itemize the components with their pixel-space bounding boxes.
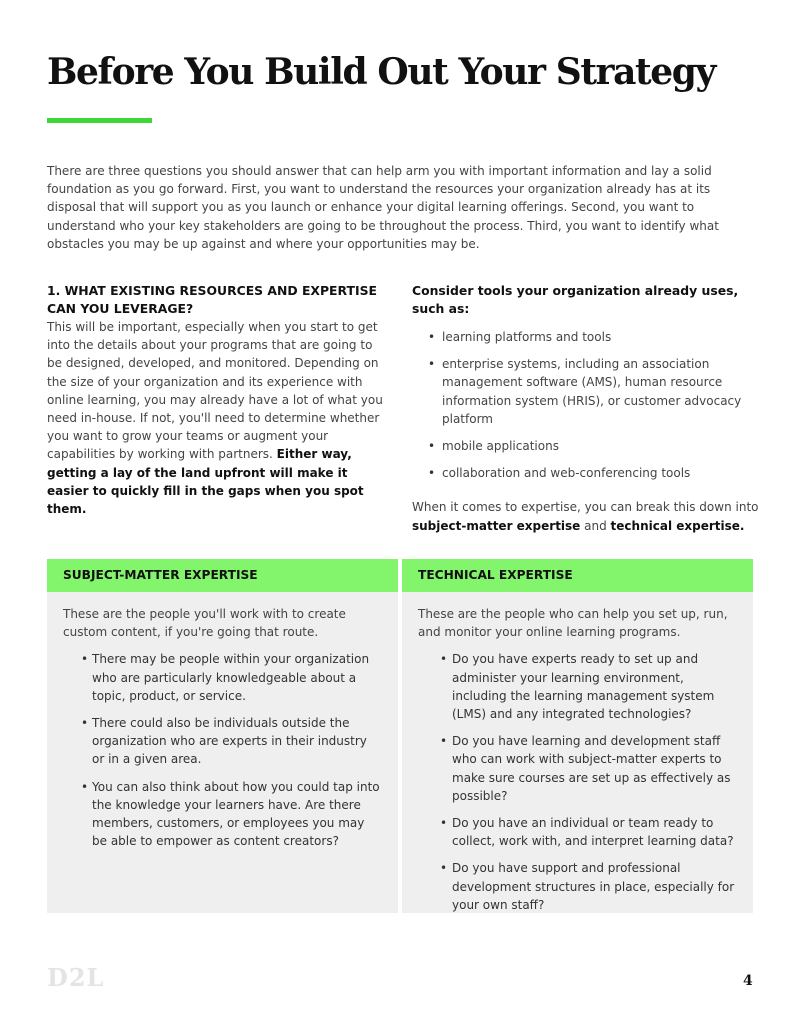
resources-body xyxy=(47,318,387,518)
subject-matter-body xyxy=(47,592,398,850)
list-item: • learning platforms and tools xyxy=(428,328,762,346)
resources-heading: 1. WHAT EXISTING RESOURCES AND EXPERTISE CAN YOU LEVERAGE? xyxy=(47,283,377,316)
list-item: • Do you have an individual or team ready to collect, work with, and interpret learning data? xyxy=(440,814,737,850)
list-item: • Do you have experts ready to set up and administer your learning environment, including the learning management system (LMS) and any integrated technologies? xyxy=(440,650,737,723)
list-item: • enterprise systems, including an association management software (AMS), human resource information system (HRIS), or customer advocacy platform xyxy=(428,355,762,428)
subject-matter-box xyxy=(47,559,398,913)
d2l-logo: D2L xyxy=(47,963,105,992)
tools-heading: Consider tools your organization already uses, such as: xyxy=(412,283,739,316)
list-item: • mobile applications xyxy=(428,437,762,455)
list-item: • Do you have support and professional development structures in place, especially for your own staff? xyxy=(440,859,737,914)
list-item: • There could also be individuals outside the organization who are experts in their industry or in a given area. xyxy=(81,714,382,769)
resources-body-bold: Either way, getting a lay of the land upfront will make it easier to quickly fill in the gaps when you spot them. xyxy=(47,447,364,517)
tools-list xyxy=(428,328,762,482)
list-item: • Do you have learning and development staff who can work with subject-matter experts to make sure courses are set up as effectively as possible? xyxy=(440,732,737,805)
expertise-bold-subject: subject-matter expertise xyxy=(412,518,581,533)
expertise-text: When it comes to expertise, you can break this down into xyxy=(412,500,759,515)
expertise-paragraph xyxy=(412,498,762,534)
resources-section xyxy=(47,282,387,518)
list-item: • collaboration and web-conferencing tools xyxy=(428,464,762,482)
technical-heading: TECHNICAL EXPERTISE xyxy=(402,559,753,592)
list-item: • You can also think about how you could tap into the knowledge your learners have. Are there members, customers, or employees you may be able to empower as content creators? xyxy=(81,778,382,851)
title-underline xyxy=(47,118,152,123)
subject-matter-list xyxy=(81,650,382,850)
technical-lead: These are the people who can help you set up, run, and monitor your online learning programs. xyxy=(418,607,728,640)
resources-body-text: This will be important, especially when you start to get into the details about your programs that are going to be designed, developed, and monitored. Depending on the size of your organization and its experience with online learning, you may already have a lot of what you need in-house. If not, you'll need to determine whether you want to grow your teams or augment your capabilities by working with partners. xyxy=(47,320,383,462)
page-number: 4 xyxy=(743,973,753,989)
subject-matter-heading: SUBJECT-MATTER EXPERTISE xyxy=(47,559,398,592)
page-title: Before You Build Out Your Strategy xyxy=(47,51,716,93)
technical-body xyxy=(402,592,753,914)
intro-paragraph: There are three questions you should answer that can help arm you with important information and lay a solid foundation as you go forward. First, you want to understand the resources your organization already has at its disposal that will support you as you launch or enhance your digital learning offerings. Second, you want to understand who your key stakeholders are going to be throughout the process. Third, you want to identify what obstacles you may be up against and where your opportunities may be. xyxy=(47,164,719,251)
expertise-bold-technical: technical expertise. xyxy=(610,518,745,533)
list-item: • There may be people within your organization who are particularly knowledgeable about a topic, product, or service. xyxy=(81,650,382,705)
tools-section xyxy=(412,282,762,535)
technical-box xyxy=(402,559,753,913)
expertise-and: and xyxy=(580,518,611,533)
technical-list xyxy=(436,650,737,914)
subject-matter-lead: These are the people you'll work with to create custom content, if you're going that route. xyxy=(63,607,346,640)
